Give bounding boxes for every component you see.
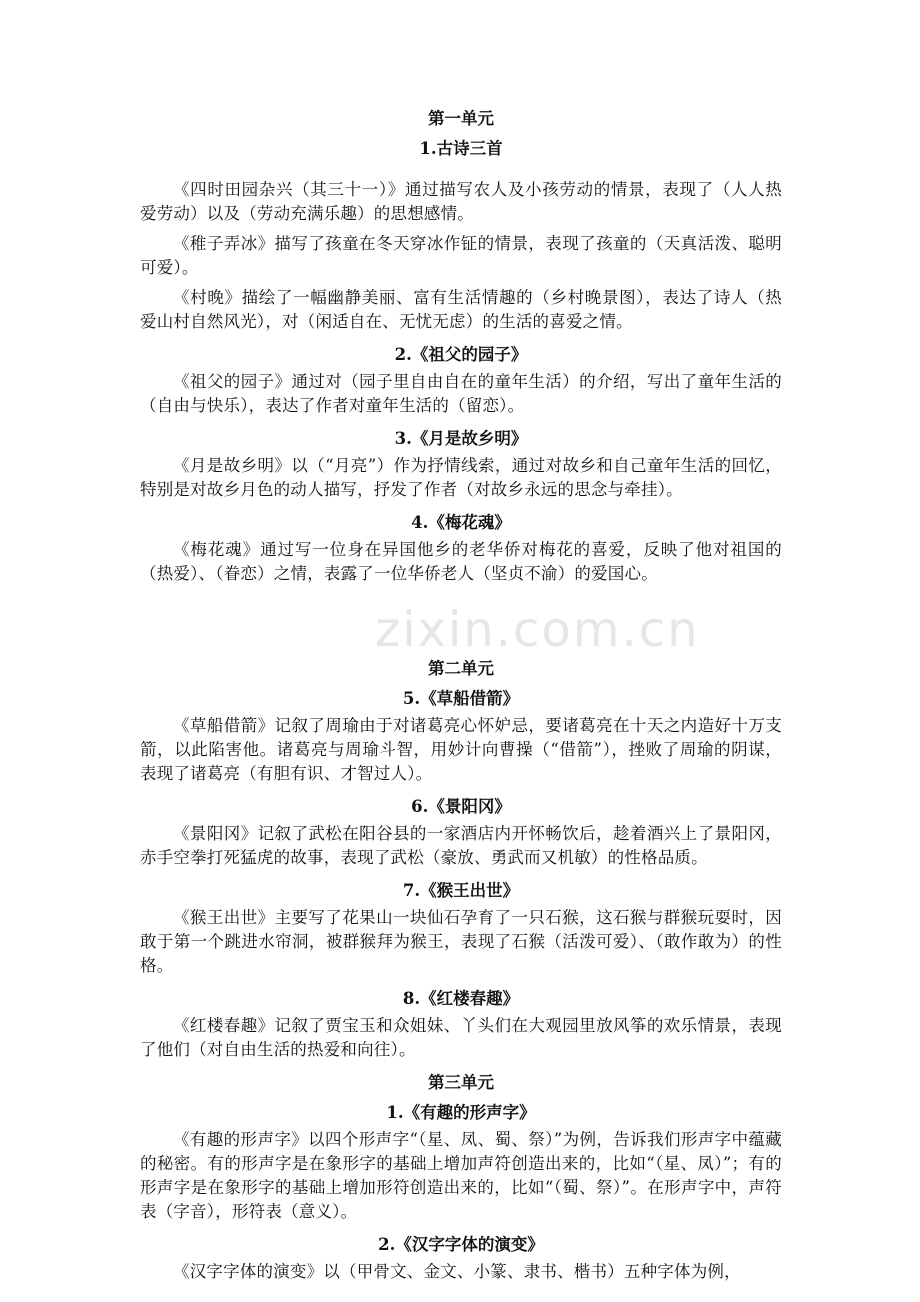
spacer (140, 592, 782, 654)
watermark: zixin.com.cn (375, 602, 700, 658)
lesson-title: 1.《有趣的形声字》 (386, 1103, 536, 1122)
lesson-paragraph: 《稚子弄冰》描写了孩童在冬天穿冰作钲的情景，表现了孩童的（天真活泼、聪明可爱）。 (140, 234, 782, 277)
lesson-title: 6.《景阳冈》 (411, 797, 511, 816)
unit-title: 第二单元 (428, 659, 494, 678)
lesson-paragraph: 《有趣的形声字》以四个形声字“（星、凤、蜀、祭）”为例，告诉我们形声字中蕴藏的秘密。有的形声字是在象形字的基础上增加声符创造出来的，比如“（星、凤）”；有的形声字是在象形字的基础上增加形符创造出来的，比如“（蜀、祭）”。在形声字中，声符表（字音），形符表（意义）。 (140, 1130, 782, 1221)
lesson-title: 2.《汉字字体的演变》 (378, 1235, 544, 1254)
unit-title: 第三单元 (428, 1073, 494, 1092)
lesson-paragraph: 《月是故乡明》以（“月亮”）作为抒情线索，通过对故乡和自己童年生活的回忆，特别是对故乡月色的动人描写，抒发了作者（对故乡永远的思念与牵挂）。 (140, 456, 782, 499)
lesson-paragraph: 《四时田园杂兴（其三十一）》通过描写农人及小孩劳动的情景，表现了（人人热爱劳动）以及（劳动充满乐趣）的思想感情。 (140, 180, 782, 223)
lesson-paragraph: 《红楼春趣》记叙了贾宝玉和众姐妹、丫头们在大观园里放风筝的欢乐情景，表现了他们（对自由生活的热爱和向往）。 (140, 1016, 782, 1059)
lesson-paragraph: 《猴王出世》主要写了花果山一块仙石孕育了一只石猴，这石猴与群猴玩耍时，因敢于第一个跳进水帘洞，被群猴拜为猴王，表现了石猴（活泼可爱）、（敢作敢为）的性格。 (140, 908, 782, 975)
lesson-title: 4.《梅花魂》 (411, 513, 511, 532)
unit-title: 第一单元 (428, 109, 494, 128)
lesson-title: 2.《祖父的园子》 (394, 345, 528, 364)
lesson-paragraph: 《景阳冈》记叙了武松在阳谷县的一家酒店内开怀畅饮后，趁着酒兴上了景阳冈，赤手空拳打死猛虎的故事，表现了武松（豪放、勇武而又机敏）的性格品质。 (140, 824, 782, 867)
lesson-title: 7.《猴王出世》 (402, 881, 520, 900)
lesson-title: 5.《草船借箭》 (402, 689, 520, 708)
lesson-title: 8.《红楼春趣》 (402, 989, 520, 1008)
lesson-paragraph: 《村晚》描绘了一幅幽静美丽、富有生活情趣的（乡村晚景图），表达了诗人（热爱山村自然风光），对（闲适自在、无忧无虑）的生活的喜爱之情。 (140, 288, 782, 331)
lesson-paragraph: 《祖父的园子》通过对（园子里自由自在的童年生活）的介绍，写出了童年生活的（自由与快乐），表达了作者对童年生活的（留恋）。 (140, 372, 782, 415)
document-body (140, 104, 782, 1290)
lesson-paragraph: 《梅花魂》通过写一位身在异国他乡的老华侨对梅花的喜爱，反映了他对祖国的（热爱）、（眷恋）之情，表露了一位华侨老人（坚贞不渝）的爱国心。 (140, 540, 782, 583)
spacer (140, 164, 782, 178)
lesson-paragraph: 《草船借箭》记叙了周瑜由于对诸葛亮心怀妒忌，要诸葛亮在十天之内造好十万支箭，以此陷害他。诸葛亮与周瑜斗智，用妙计向曹操（“借箭”），挫败了周瑜的阴谋，表现了诸葛亮（有胆有识、才智过人）。 (140, 716, 782, 783)
lesson-title: 1.古诗三首 (419, 139, 503, 158)
lesson-paragraph: 《汉字字体的演变》以（甲骨文、金文、小篆、隶书、楷书）五种字体为例， (173, 1262, 741, 1281)
lesson-title: 3.《月是故乡明》 (394, 429, 528, 448)
